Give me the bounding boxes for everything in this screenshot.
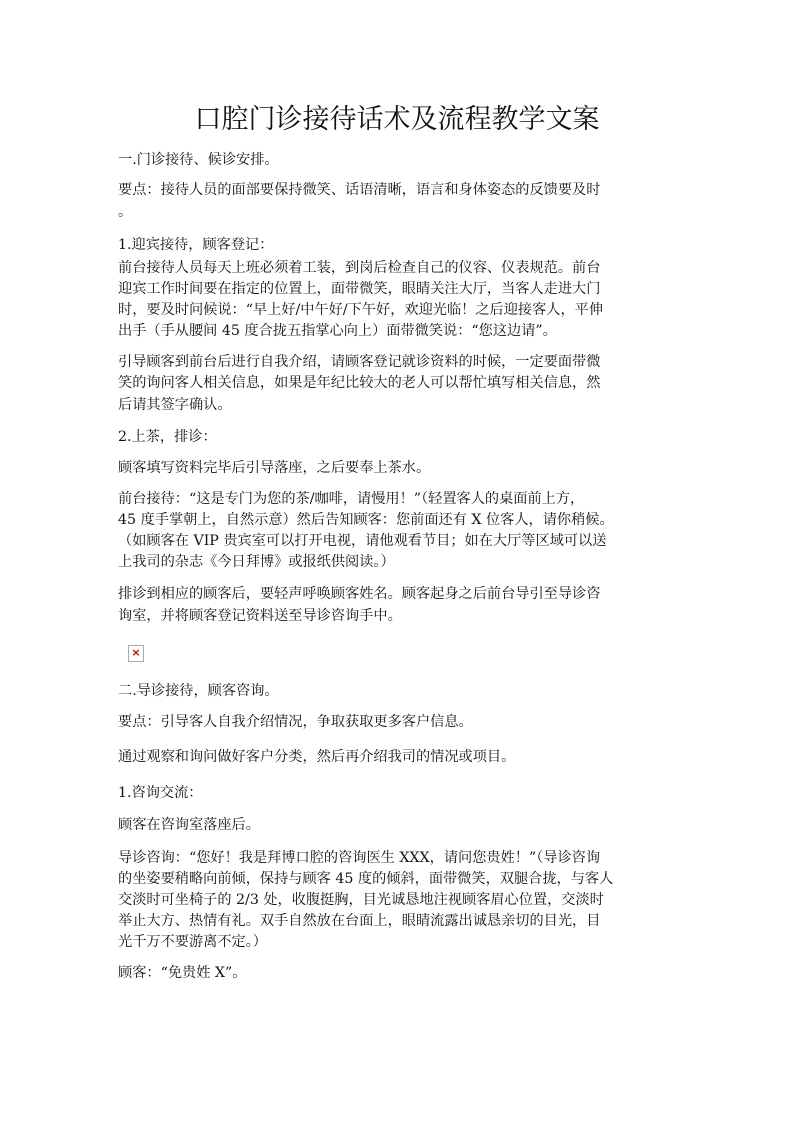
text-line: 1.咨询交流： bbox=[118, 785, 203, 801]
text-line: 顾客：“免贵姓 X”。 bbox=[118, 965, 247, 981]
text-line: 要点：接待人员的面部要保持微笑、话语清晰，语言和身体姿态的反馈要及时 bbox=[118, 182, 601, 198]
text-line: （如顾客在 VIP 贵宾室可以打开电视，请他观看节目；如在大厅等区域可以送 bbox=[118, 533, 607, 549]
text-line: 询室，并将顾客登记资料送至导诊咨询手中。 bbox=[118, 608, 402, 624]
text-line: 出手（手从腰间 45 度合拢五指掌心向上）面带微笑说：“您这边请”。 bbox=[118, 323, 557, 339]
text-line: 笑的询问客人相关信息，如果是年纪比较大的老人可以帮忙填写相关信息，然 bbox=[118, 375, 601, 391]
document-title: 口腔门诊接待话术及流程教学文案 bbox=[194, 104, 600, 135]
text-line: 引导顾客到前台后进行自我介绍，请顾客登记就诊资料的时候，一定要面带微 bbox=[118, 354, 601, 370]
text-line: 时，要及时问候说：“早上好/中午好/下午好，欢迎光临！之后迎接客人，平伸 bbox=[118, 302, 604, 318]
broken-image-icon: × bbox=[128, 645, 144, 662]
text-line: 举止大方、热情有礼。双手自然放在台面上，眼睛流露出诚恳亲切的目光，目 bbox=[118, 913, 601, 929]
text-line: 。 bbox=[118, 204, 133, 220]
text-line: 2.上茶，排诊： bbox=[118, 429, 217, 445]
text-line: 迎宾工作时间要在指定的位置上，面带微笑，眼睛关注大厅，当客人走进大门 bbox=[118, 281, 601, 297]
text-line: 前台接待：“这是专门为您的茶/咖啡，请慢用！”（轻置客人的桌面前上方， bbox=[118, 491, 585, 507]
text-line: 的坐姿要稍略向前倾，保持与顾客 45 度的倾斜，面带微笑，双腿合拢，与客人 bbox=[118, 871, 614, 887]
text-line: 一.门诊接待、候诊安排。 bbox=[118, 152, 279, 168]
text-line: 顾客填写资料完毕后引导落座，之后要奉上茶水。 bbox=[118, 460, 431, 476]
text-line: 后请其签字确认。 bbox=[118, 397, 232, 413]
text-line: 通过观察和询问做好客户分类，然后再介绍我司的情况或项目。 bbox=[118, 749, 516, 765]
text-line: 上我司的杂志《今日拜博》或报纸供阅读。） bbox=[118, 554, 395, 570]
text-line: 二.导诊接待，顾客咨询。 bbox=[118, 683, 279, 699]
text-line: 45 度手掌朝上，自然示意）然后告知顾客：您前面还有 X 位客人，请你稍候。 bbox=[118, 512, 614, 528]
text-line: 导诊咨询：“您好！我是拜博口腔的咨询医生 XXX，请问您贵姓！”（导诊咨询 bbox=[118, 850, 601, 866]
text-line: 顾客在咨询室落座后。 bbox=[118, 817, 260, 833]
text-line: 排诊到相应的顾客后，要轻声呼唤顾客姓名。顾客起身之后前台导引至导诊咨 bbox=[118, 586, 601, 602]
text-line: 前台接待人员每天上班必须着工装，到岗后检查自己的仪容、仪表规范。前台 bbox=[118, 260, 601, 276]
text-line: 1.迎宾接待，顾客登记： bbox=[118, 237, 274, 253]
text-line: 光千万不要游离不定。） bbox=[118, 934, 267, 950]
text-line: 交淡时可坐椅子的 2/3 处，收腹挺胸，目光诚恳地注视顾客眉心位置，交淡时 bbox=[118, 892, 604, 908]
text-line: 要点：引导客人自我介绍情况，争取获取更多客户信息。 bbox=[118, 714, 473, 730]
